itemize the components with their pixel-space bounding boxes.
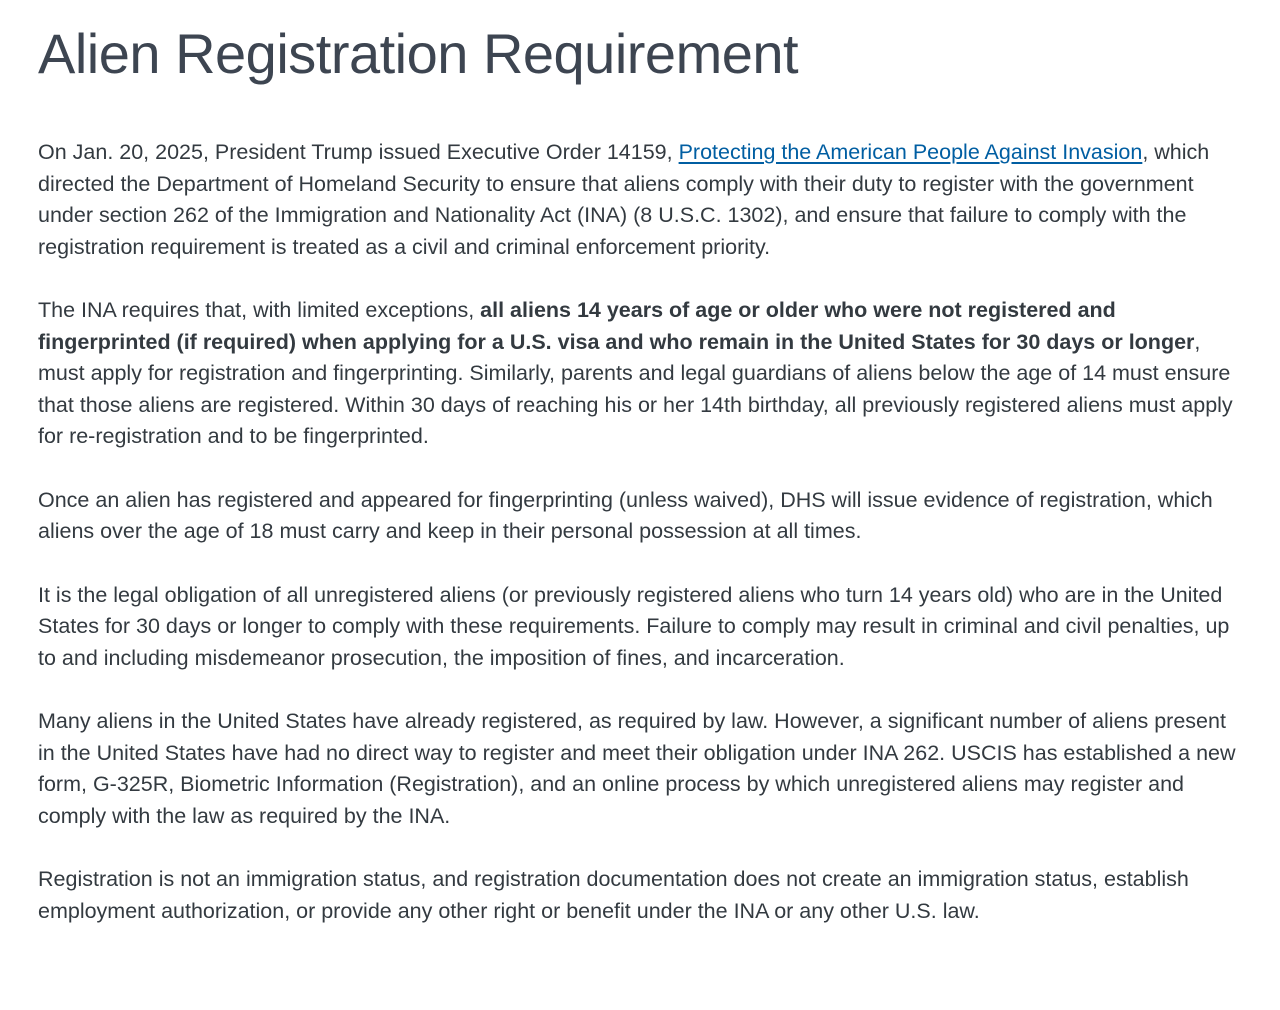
paragraph-new-form-g325r: Many aliens in the United States have already registered, as required by law. However, a significant number of aliens present in the United States have had no direct way to register and meet their obligation under INA 262. USCIS has established a new form, G-325R, Biometric Information (Registration), and an online process by which unregistered aliens may register and comply with the law as required by the INA. <box>38 709 1236 828</box>
paragraph-legal-obligation: It is the legal obligation of all unregistered aliens (or previously registered aliens who turn 14 years old) who are in the United States for 30 days or longer to comply with these requirements. Failure to comply may result in criminal and civil penalties, up to and including misdemeanor prosecution, the imposition of fines, and incarceration. <box>38 582 1230 670</box>
executive-order-link[interactable]: Protecting the American People Against Invasion <box>678 140 1143 165</box>
paragraph-executive-order <box>38 137 1244 263</box>
paragraph-evidence-of-registration: Once an alien has registered and appeared for fingerprinting (unless waived), DHS will issue evidence of registration, which aliens over the age of 18 must carry and keep in their personal possession at all times. <box>38 487 1213 544</box>
paragraph-text-before-bold: The INA requires that, with limited exceptions, <box>38 298 481 323</box>
paragraph-not-immigration-status: Registration is not an immigration status, and registration documentation does not create an immigration status, establish employment authorization, or provide any other right or benefit under the INA or any other U.S. law. <box>38 867 1189 923</box>
paragraph-ina-requirements <box>38 295 1244 453</box>
paragraph-text-before-link: On Jan. 20, 2025, President Trump issued Executive Order 14159, <box>38 140 679 165</box>
paragraph-text-after-bold: , must apply for registration and fingerprinting. Similarly, parents and legal guardians of aliens below the age of 14 must ensure that those aliens are registered. Within 30 days of reaching his or her 14th birthday, all previously registered aliens must apply for re-registration and to be fingerprinted. <box>38 329 1233 449</box>
page-title: Alien Registration Requirement <box>38 22 799 85</box>
paragraph-text-after-link: , which directed the Department of Homeland Security to ensure that aliens comply with their duty to register with the government under section 262 of the Immigration and Nationality Act (INA) (8 U.S.C. 1302), and ensure that failure to comply with the registration requirement is treated as a civil and criminal enforcement priority. <box>38 140 1210 259</box>
bold-registration-requirement-text: all aliens 14 years of age or older who were not registered and fingerprinted (if required) when applying for a U.S. visa and who remain in the United States for 30 days or longer <box>38 298 1195 354</box>
